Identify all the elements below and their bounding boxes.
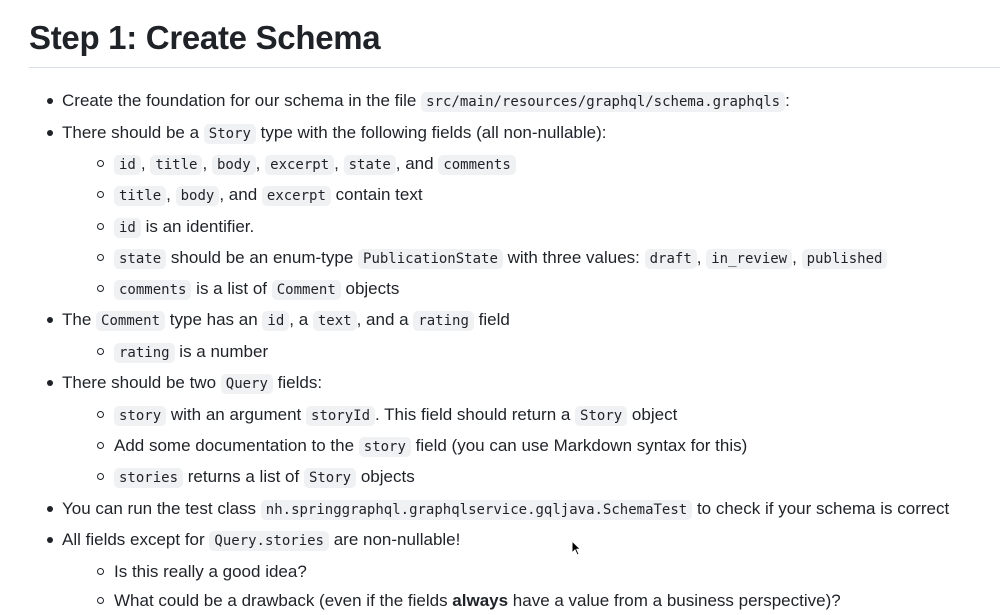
sub-list-item [62, 586, 994, 615]
code-schema-path: src/main/resources/graphql/schema.graphqls [421, 92, 785, 112]
item-text: field [473, 310, 510, 330]
sub-list-item [62, 557, 994, 586]
item-text: The [62, 310, 97, 330]
code-in-review: in_review [706, 249, 792, 269]
code-comments: comments [114, 280, 191, 300]
item-text: , and a [356, 310, 414, 330]
item-text: is a number [174, 341, 269, 361]
item-text: . This field should return a [375, 404, 576, 424]
item-text: There should be two [62, 373, 221, 393]
code-story-id: storyId [306, 406, 375, 426]
item-text: , [334, 154, 339, 173]
item-text: , [255, 154, 261, 173]
page-title: Step 1: Create Schema [29, 19, 381, 56]
item-text: Create the foundation for our schema in the file [62, 91, 422, 110]
item-text: , and [219, 185, 258, 205]
code-excerpt: excerpt [265, 155, 334, 175]
list-item [44, 525, 994, 615]
code-comment: Comment [272, 280, 341, 300]
item-text: with three values: [502, 247, 645, 267]
item-text: should be an enum-type [166, 247, 359, 267]
item-text: What could be a drawback (even if the fields [114, 590, 453, 610]
code-story-field: story [114, 406, 166, 426]
item-text: , [140, 154, 146, 173]
item-text: fields: [272, 373, 323, 393]
code-publication-state: PublicationState [358, 249, 503, 269]
sub-list-item [62, 337, 994, 368]
code-story: Story [204, 124, 256, 144]
sub-list [62, 400, 994, 494]
mouse-pointer-icon [571, 540, 581, 556]
item-text: field (you can use Markdown syntax for this) [410, 436, 748, 456]
item-text: returns a list of [183, 467, 304, 487]
sub-list [62, 149, 994, 305]
item-text: , [202, 154, 208, 173]
item-text: Is this really a good idea? [114, 561, 307, 581]
item-text: , [166, 185, 171, 205]
item-text: to check if your schema is correct [692, 498, 950, 518]
item-text: You can run the test class [62, 498, 261, 518]
sub-list-item [62, 180, 994, 211]
item-text: are non-nullable! [328, 530, 461, 550]
code-query: Query [221, 374, 273, 394]
list-item [44, 368, 994, 493]
bold-text: always [452, 590, 509, 610]
item-text: , a [289, 310, 313, 330]
item-text: is a list of [191, 279, 272, 299]
sub-list-item [62, 149, 994, 180]
list-item [44, 305, 994, 368]
code-stories: stories [114, 468, 183, 488]
item-text: is an identifier. [140, 216, 255, 236]
code-story-field: story [359, 437, 411, 457]
item-text: contain text [330, 185, 423, 205]
code-story: Story [304, 468, 356, 488]
item-text: objects [340, 279, 400, 299]
item-text: objects [356, 467, 415, 487]
item-text: type with the following fields (all non-nullable): [255, 122, 607, 142]
code-id: id [262, 311, 289, 331]
requirements-list [44, 86, 994, 615]
code-test-class: nh.springgraphql.graphqlservice.gqljava.SchemaTest [261, 500, 692, 520]
code-text: text [313, 311, 357, 331]
item-text: All fields except for [62, 530, 210, 550]
code-state: state [344, 155, 396, 175]
item-text: type has an [165, 310, 263, 330]
item-text: : [785, 91, 790, 110]
sub-list [62, 557, 994, 615]
code-body: body [176, 186, 220, 206]
code-published: published [802, 249, 888, 269]
code-comment: Comment [96, 311, 165, 331]
code-rating: rating [114, 343, 175, 363]
code-title: title [150, 155, 202, 175]
code-rating: rating [413, 311, 474, 331]
sub-list [62, 337, 994, 368]
list-item [44, 118, 994, 306]
sub-list-item [62, 400, 994, 431]
code-body: body [212, 155, 256, 175]
sub-list-item [62, 243, 994, 274]
heading-divider [29, 67, 1000, 68]
code-excerpt: excerpt [262, 186, 331, 206]
code-query-stories: Query.stories [209, 531, 329, 551]
item-text: There should be a [62, 122, 204, 142]
code-comments: comments [438, 155, 515, 175]
sub-list-item [62, 462, 994, 493]
item-text: , [696, 247, 702, 267]
code-id: id [114, 218, 141, 238]
item-text: with an argument [166, 404, 307, 424]
code-draft: draft [645, 249, 697, 269]
code-state: state [114, 249, 166, 269]
item-text: , [792, 247, 797, 267]
list-item [44, 494, 994, 526]
item-text: object [627, 404, 678, 424]
item-text: Add some documentation to the [114, 436, 359, 456]
sub-list-item [62, 431, 994, 462]
sub-list-item [62, 212, 994, 243]
item-text: have a value from a business perspective)? [508, 590, 841, 610]
item-text: , and [395, 154, 434, 173]
code-title: title [114, 186, 166, 206]
sub-list-item [62, 274, 994, 305]
code-id: id [114, 155, 141, 175]
code-story: Story [575, 406, 627, 426]
list-item [44, 86, 994, 118]
